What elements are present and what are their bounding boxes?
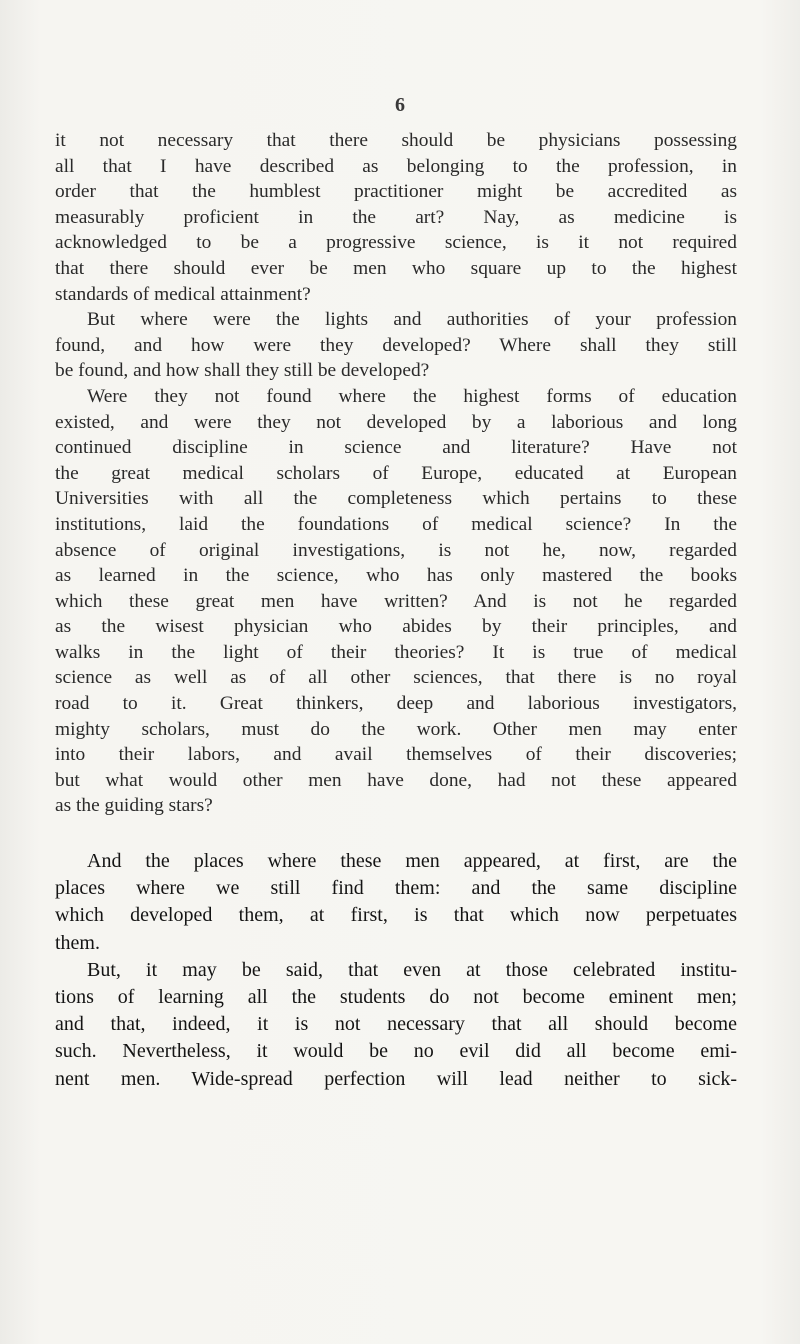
text-line: mighty scholars, must do the work. Other men may enter bbox=[55, 718, 737, 740]
text-line: the great medical scholars of Europe, educated at European bbox=[55, 462, 737, 484]
text-line: which these great men have written? And is not he regarded bbox=[55, 590, 737, 612]
text-line: Were they not found where the highest forms of education bbox=[87, 385, 737, 407]
text-line: institutions, laid the foundations of medical science? In the bbox=[55, 513, 737, 535]
text-line: measurably proficient in the art? Nay, as medicine is bbox=[55, 206, 737, 228]
text-line: absence of original investigations, is not he, now, regarded bbox=[55, 539, 737, 561]
body-text-upper bbox=[55, 128, 737, 819]
text-line: and that, indeed, it is not necessary that all should become bbox=[55, 1013, 737, 1036]
text-line: as the wisest physician who abides by their principles, and bbox=[55, 616, 737, 638]
text-line: nent men. Wide-spread perfection will lead neither to sick- bbox=[55, 1067, 737, 1090]
text-line: which developed them, at first, is that which now perpetuates bbox=[55, 904, 737, 927]
text-line: such. Nevertheless, it would be no evil did all become emi- bbox=[55, 1040, 737, 1063]
text-line: it not necessary that there should be physicians possessing bbox=[55, 130, 737, 151]
text-line: science as well as of all other sciences, that there is no royal bbox=[55, 667, 737, 689]
text-line: them. bbox=[55, 931, 100, 954]
text-line: road to it. Great thinkers, deep and laborious investigators, bbox=[55, 693, 737, 715]
text-line: found, and how were they developed? Where shall they still bbox=[55, 334, 737, 356]
text-line: But, it may be said, that even at those celebrated institu- bbox=[87, 958, 737, 981]
text-line: places where we still find them: and the same discipline bbox=[55, 877, 737, 900]
page-number: 6 bbox=[395, 94, 405, 116]
text-line: acknowledged to be a progressive science, is it not required bbox=[55, 232, 737, 254]
text-line: But where were the lights and authorities of your profession bbox=[87, 309, 737, 331]
text-line: standards of medical attainment? bbox=[55, 283, 311, 305]
text-line: continued discipline in science and literature? Have not bbox=[55, 437, 737, 459]
text-line: order that the humblest practitioner might be accredited as bbox=[55, 181, 737, 203]
text-line: And the places where these men appeared, at first, are the bbox=[87, 850, 737, 872]
text-line: as learned in the science, who has only mastered the books bbox=[55, 565, 737, 587]
text-line: walks in the light of their theories? It is true of medical bbox=[55, 641, 737, 663]
text-line: existed, and were they not developed by a laborious and long bbox=[55, 411, 737, 433]
text-line: Universities with all the completeness which pertains to these bbox=[55, 488, 737, 510]
text-line: into their labors, and avail themselves of their discoveries; bbox=[55, 744, 737, 766]
body-text-lower bbox=[55, 848, 737, 1093]
text-line: tions of learning all the students do not become eminent men; bbox=[55, 985, 737, 1008]
text-line: that there should ever be men who square up to the highest bbox=[55, 257, 737, 279]
text-line: be found, and how shall they still be developed? bbox=[55, 360, 430, 382]
text-line: but what would other men have done, had not these appeared bbox=[55, 769, 737, 791]
text-line: as the guiding stars? bbox=[55, 795, 213, 817]
text-line: all that I have described as belonging to the profession, in bbox=[55, 155, 737, 177]
